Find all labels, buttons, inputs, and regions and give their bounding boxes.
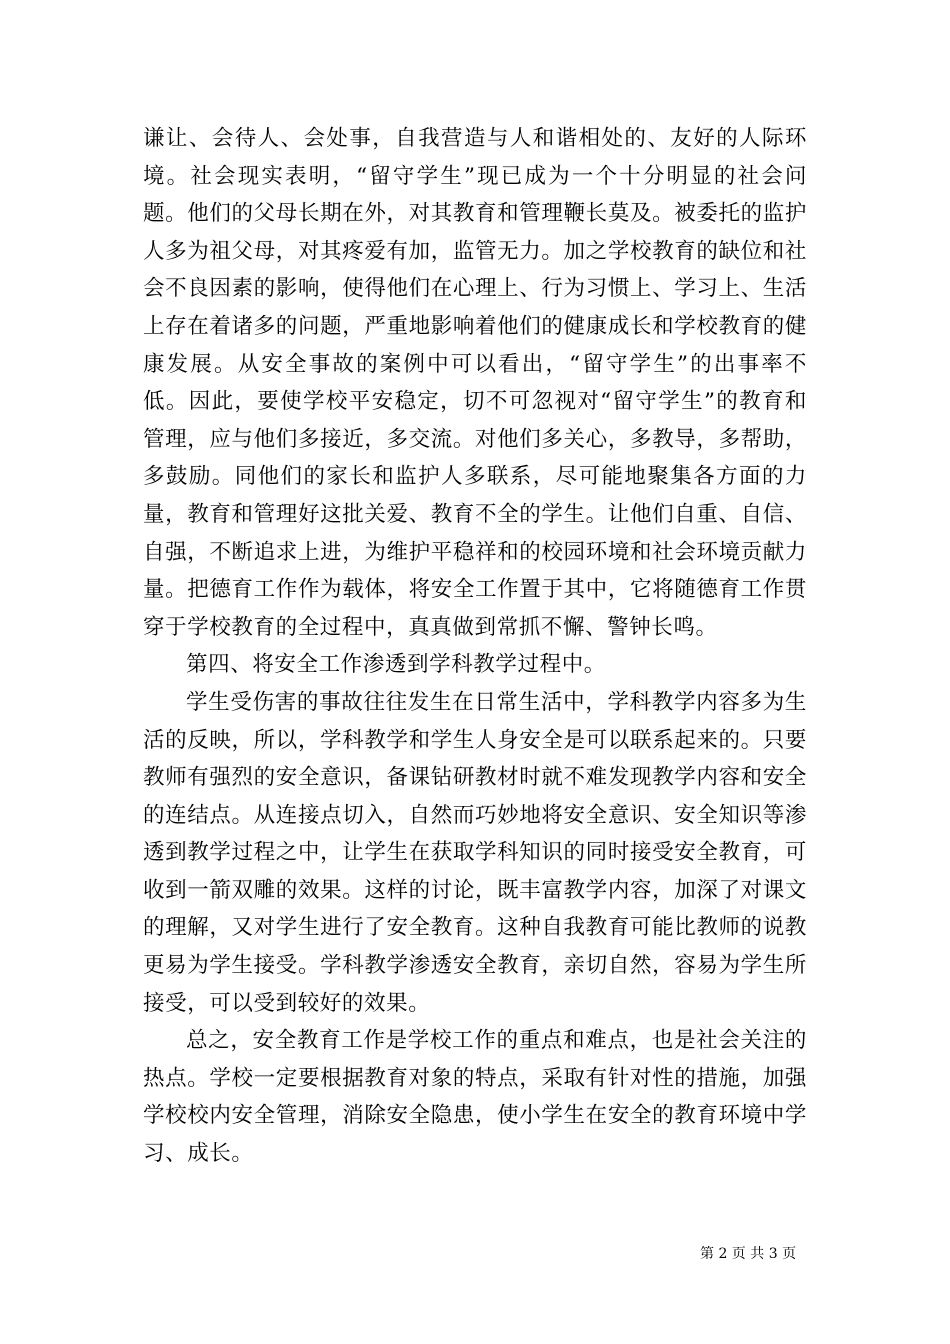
section-heading-fourth: 第四、将安全工作渗透到学科教学过程中。 <box>186 652 606 678</box>
page-number: 第 2 页 共 3 页 <box>700 1246 797 1262</box>
paragraph-conclusion: 总之，安全教育工作是学校工作的重点和难点，也是社会关注的热点。学校一定要根据教育对象的特点，采取有针对性的措施，加强学校校内安全管理，消除安全隐患，使小学生在安全的教育环境中学习、成长。 <box>143 1028 807 1167</box>
document-body <box>143 120 807 1173</box>
paragraph-continuation: 谦让、会待人、会处事，自我营造与人和谐相处的、友好的人际环境。社会现实表明，“留守学生”现已成为一个十分明显的社会问题。他们的父母长期在外，对其教育和管理鞭长莫及。被委托的监护人多为祖父母，对其疼爱有加，监管无力。加之学校教育的缺位和社会不良因素的影响，使得他们在心理上、行为习惯上、学习上、生活上存在着诸多的问题，严重地影响着他们的健康成长和学校教育的健康发展。从安全事故的案例中可以看出，“留守学生”的出事率不低。因此，要使学校平安稳定，切不可忽视对“留守学生”的教育和管理，应与他们多接近，多交流。对他们多关心，多教导，多帮助，多鼓励。同他们的家长和监护人多联系，尽可能地聚集各方面的力量，教育和管理好这批关爱、教育不全的学生。让他们自重、自信、自强，不断追求上进，为维护平稳祥和的校园环境和社会环境贡献力量。把德育工作作为载体，将安全工作置于其中，它将随德育工作贯穿于学校教育的全过程中，真真做到常抓不懈、警钟长鸣。 <box>143 126 807 640</box>
paragraph-subject-teaching: 学生受伤害的事故往往发生在日常生活中，学科教学内容多为生活的反映，所以，学科教学和学生人身安全是可以联系起来的。只要教师有强烈的安全意识，备课钻研教材时就不难发现教学内容和安全的连结点。从连接点切入，自然而巧妙地将安全意识、安全知识等渗透到教学过程之中，让学生在获取学科知识的同时接受安全教育，可收到一箭双雕的效果。这样的讨论，既丰富教学内容，加深了对课文的理解，又对学生进行了安全教育。这种自我教育可能比教师的说教更易为学生接受。学科教学渗透安全教育，亲切自然，容易为学生所接受，可以受到较好的效果。 <box>143 689 807 1016</box>
